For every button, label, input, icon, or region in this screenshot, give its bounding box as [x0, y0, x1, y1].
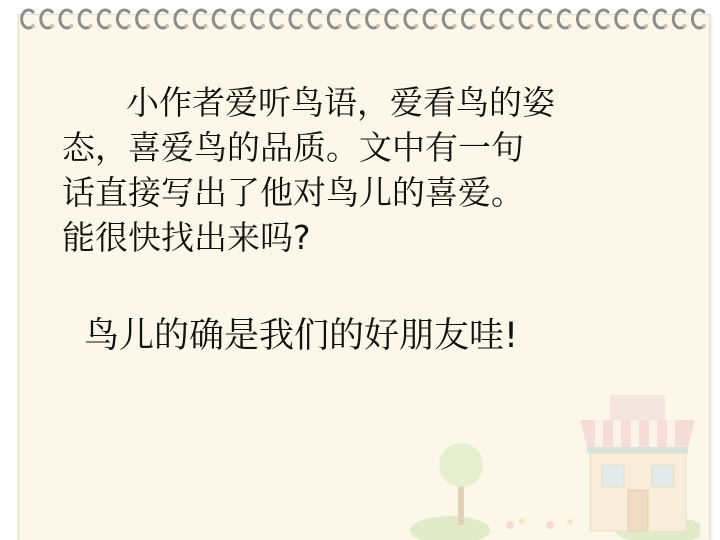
spiral-hole: [108, 24, 112, 28]
house-illustration-icon: [410, 365, 700, 540]
spiral-hole: [683, 24, 687, 28]
spiral-hole: [299, 24, 303, 28]
question-line-4: 能很快找出来吗?: [62, 218, 311, 257]
spiral-hole: [606, 24, 610, 28]
spiral-hole: [31, 24, 35, 28]
spiral-hole: [184, 24, 188, 28]
spiral-hole: [395, 24, 399, 28]
spiral-hole: [414, 24, 418, 28]
question-line-2: 态，喜爱鸟的品质。文中有一句: [62, 128, 524, 167]
spiral-hole: [625, 24, 629, 28]
spiral-hole: [644, 24, 648, 28]
spiral-hole: [242, 24, 246, 28]
spiral-hole: [338, 24, 342, 28]
spiral-hole: [319, 24, 323, 28]
spiral-hole: [89, 24, 93, 28]
spiral-hole: [127, 24, 131, 28]
question-line-3: 话直接写出了他对鸟儿的喜爱。: [62, 173, 524, 212]
spiral-hole: [376, 24, 380, 28]
spiral-hole: [491, 24, 495, 28]
answer-text: 鸟儿的确是我们的好朋友哇!: [84, 316, 519, 356]
spiral-hole: [549, 24, 553, 28]
spiral-hole: [664, 24, 668, 28]
spiral-hole: [472, 24, 476, 28]
spiral-hole: [529, 24, 533, 28]
spiral-hole: [146, 24, 150, 28]
spiral-hole: [204, 24, 208, 28]
spiral-hole: [357, 24, 361, 28]
spiral-hole: [434, 24, 438, 28]
spiral-hole: [280, 24, 284, 28]
spiral-hole: [69, 24, 73, 28]
spiral-binding-icon: [18, 0, 708, 34]
question-text: [62, 80, 662, 260]
spiral-hole: [587, 24, 591, 28]
spiral-hole: [50, 24, 54, 28]
spiral-hole: [568, 24, 572, 28]
spiral-hole: [702, 24, 706, 28]
spiral-hole: [453, 24, 457, 28]
spiral-hole: [223, 24, 227, 28]
spiral-hole: [165, 24, 169, 28]
spiral-hole: [261, 24, 265, 28]
spiral-hole: [510, 24, 514, 28]
question-line-1: 小作者爱听鸟语，爱看鸟的姿: [126, 83, 555, 122]
